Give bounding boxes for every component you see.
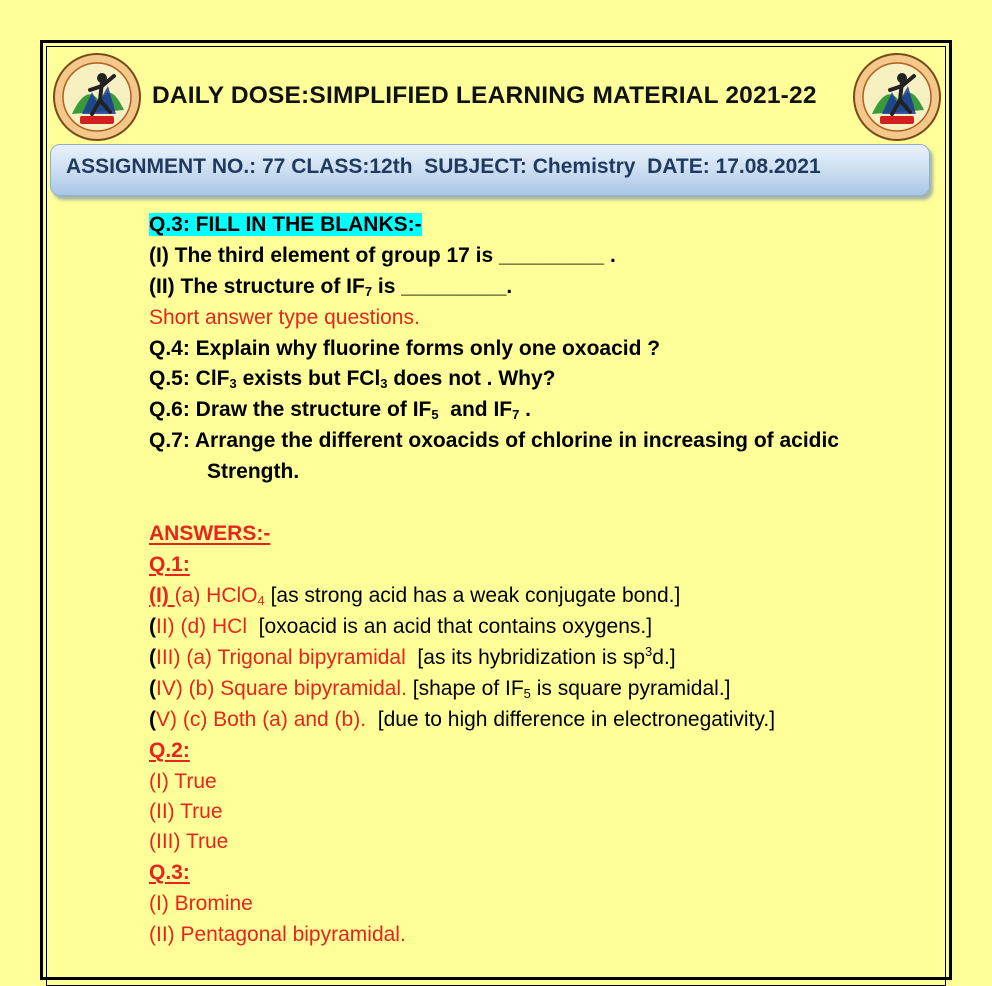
header-title: DAILY DOSE:SIMPLIFIED LEARNING MATERIAL 2021-22 [152,82,817,109]
school-logo-right [852,52,942,142]
answer-q3-i: (I) Bromine [149,892,253,915]
question-6: Q.6: Draw the structure of $IF_5$ and $IF_7$ . [149,398,532,422]
question-5: Q.5: ClF$_3$ exists but FCl$_3$ does not . Why? [149,367,556,391]
assignment-info: ASSIGNMENT NO.: 77 CLASS:12th SUBJECT: Chemistry DATE: 17.08.2021 [66,155,821,178]
answer-q3-label: Q.3: [149,861,190,884]
question-7: Q.7: Arrange the different oxoacids of chlorine in increasing of acidic [149,429,840,452]
answer-q1-label: Q.1: [149,553,190,576]
q3-item-ii: (II) The structure of $IF_7$ is _________. [149,275,513,299]
answer-q1-iv: (IV) (b) Square bipyramidal. [shape of $IF_5$ is square pyramidal.] [149,677,731,701]
short-answer-heading: Short answer type questions. [149,306,420,329]
answer-q1-v: (V) (c) Both (a) and (b). [due to high difference in electronegativity.] [149,708,776,731]
answer-q2-ii: (II) True [149,800,223,823]
question-4: Q.4: Explain why fluorine forms only one oxoacid ? [149,337,661,360]
school-logo-left [52,52,142,142]
q3-item-i: (I) The third element of group 17 is _________ . [149,244,616,267]
answer-q1-iii: (III) (a) Trigonal bipyramidal [as its hybridization is $sp^3d$.] [149,644,676,669]
answer-q1-ii: (II) (d) HCl [oxoacid is an acid that contains oxygens.] [149,615,653,638]
question-7-continued: Strength. [207,460,300,483]
q3-heading: Q.3: FILL IN THE BLANKS:- [149,213,422,236]
answers-heading: ANSWERS:- [149,522,271,545]
answer-q1-i: (I) (a) HClO$_4$ [as strong acid has a weak conjugate bond.] [149,584,681,608]
answer-q2-i: (I) True [149,770,217,793]
answer-q2-iii: (III) True [149,830,229,853]
answer-q2-label: Q.2: [149,739,190,762]
answer-q3-ii: (II) Pentagonal bipyramidal. [149,923,406,946]
